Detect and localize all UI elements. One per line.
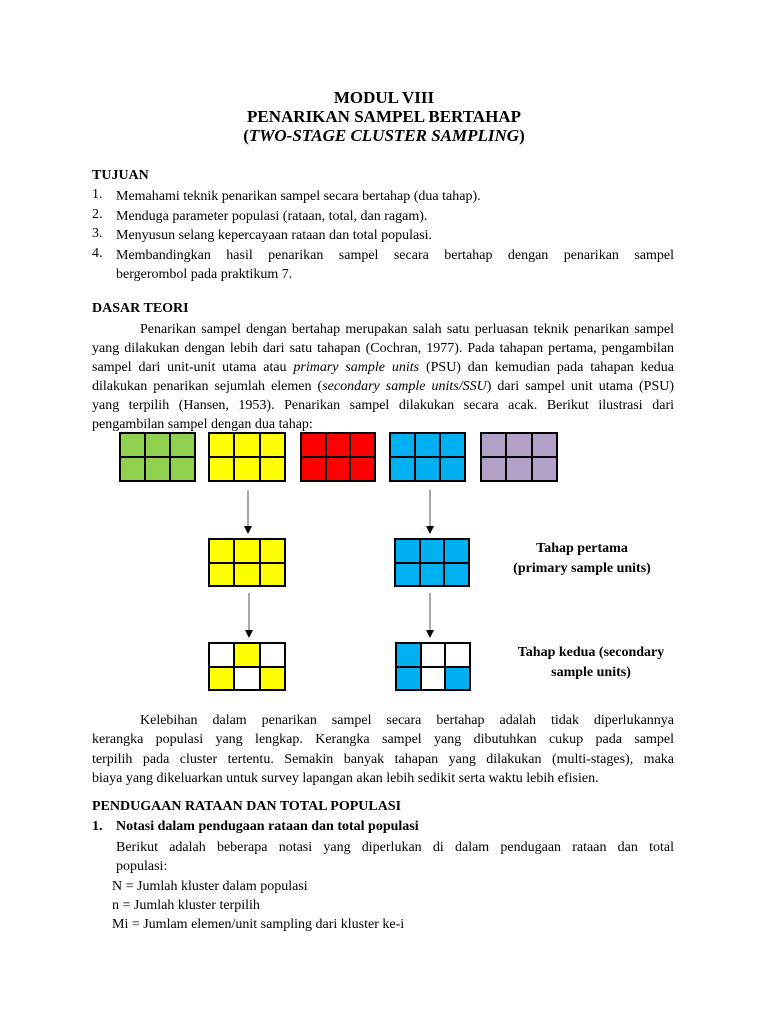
stage2-caption-line1: Tahap kedua (secondary xyxy=(517,645,665,660)
cluster-cell xyxy=(421,643,446,667)
cluster-cell xyxy=(209,563,234,587)
section-heading-tujuan: TUJUAN xyxy=(92,168,149,183)
notation-item: Mi = Jumlam elemen/unit sampling dari kluster ke-i xyxy=(112,917,405,932)
stage2-cluster-yellow xyxy=(208,642,286,691)
cluster-cell xyxy=(444,563,469,587)
cluster-cell xyxy=(209,433,234,457)
stage1-caption-line2: (primary sample units) xyxy=(513,561,651,576)
cluster-yellow xyxy=(208,432,286,482)
module-subtitle: (TWO-STAGE CLUSTER SAMPLING) xyxy=(243,126,525,145)
list-item-number: 4. xyxy=(92,246,103,261)
cluster-cell xyxy=(234,643,259,667)
paragraph-line: yang dilakukan dengan lebih dari satu tahapan (Cochran, 1977). Pada tahapan pertama, pengambilan xyxy=(92,341,674,356)
cluster-green xyxy=(119,432,196,482)
cluster-cell xyxy=(234,457,259,481)
cluster-cell xyxy=(445,667,470,691)
cluster-cell xyxy=(390,457,415,481)
list-item-number: 2. xyxy=(92,207,103,222)
paragraph-line: Berikut adalah beberapa notasi yang diperlukan di dalam pendugaan rataan dan total xyxy=(116,840,674,855)
paragraph-line: terpilih pada cluster tertentu. Semakin banyak tahapan yang dilakukan (multi-stages), maka xyxy=(92,752,674,767)
cluster-cell xyxy=(421,667,446,691)
cluster-cell xyxy=(326,433,351,457)
cluster-cell xyxy=(145,433,170,457)
cluster-cell xyxy=(415,433,440,457)
stage1-caption-line1: Tahap pertama xyxy=(536,541,628,556)
cluster-cell xyxy=(440,433,465,457)
list-item: Menyusun selang kepercayaan rataan dan total populasi. xyxy=(116,228,433,243)
cluster-cell xyxy=(145,457,170,481)
cluster-cell xyxy=(209,539,234,563)
stage1-caption xyxy=(496,539,668,579)
notation-item: n = Jumlah kluster terpilih xyxy=(112,898,260,913)
cluster-cell xyxy=(326,457,351,481)
paragraph-line: sampel dari unit-unit utama atau primary sample units (PSU) dan kemudian pada tahapan kedua xyxy=(92,360,675,375)
list-item: Menduga parameter populasi (rataan, total, dan ragam). xyxy=(116,209,428,224)
cluster-cell xyxy=(170,433,195,457)
cluster-cell xyxy=(445,643,470,667)
paragraph-line: Kelebihan dalam penarikan sampel secara bertahap adalah tidak diperlukannya xyxy=(140,713,674,728)
stage2-cluster-blue xyxy=(395,642,471,691)
cluster-cell xyxy=(532,457,557,481)
cluster-cell xyxy=(260,643,285,667)
cluster-cell xyxy=(170,457,195,481)
cluster-cell xyxy=(301,433,326,457)
paragraph-line: Penarikan sampel dengan bertahap merupakan salah satu perluasan teknik penarikan sampel xyxy=(140,322,674,337)
cluster-cell xyxy=(444,539,469,563)
paragraph-line: biaya yang dikeluarkan untuk survey lapangan akan lebih sedikit serta waktu lebih efisien. xyxy=(92,771,599,786)
cluster-cell xyxy=(390,433,415,457)
paragraph-line: dilakukan penarikan sejumlah elemen (secondary sample units/SSU) dari sampel unit utama (PSU) xyxy=(92,379,675,394)
cluster-cell xyxy=(420,539,445,563)
stage1-cluster-yellow xyxy=(208,538,286,587)
stage2-caption-line2: sample units) xyxy=(551,665,631,680)
cluster-cell xyxy=(120,433,145,457)
paragraph-line: kerangka populasi yang lengkap. Kerangka sampel yang dibutuhkan cukup pada sampel xyxy=(92,732,674,747)
cluster-cell xyxy=(396,667,421,691)
cluster-cell xyxy=(395,539,420,563)
cluster-cell xyxy=(440,457,465,481)
cluster-cell xyxy=(260,433,285,457)
cluster-cell xyxy=(260,457,285,481)
cluster-cell xyxy=(260,539,285,563)
module-number: MODUL VIII xyxy=(333,88,435,107)
cluster-cell xyxy=(420,563,445,587)
cluster-cell xyxy=(234,563,259,587)
cluster-cell xyxy=(415,457,440,481)
cluster-cell xyxy=(234,433,259,457)
paragraph-line: pengambilan sampel dengan dua tahap: xyxy=(92,417,313,432)
cluster-cell xyxy=(301,457,326,481)
cluster-cell xyxy=(350,433,375,457)
cluster-cell xyxy=(209,667,234,691)
cluster-cell xyxy=(396,643,421,667)
cluster-cell xyxy=(350,457,375,481)
list-item-continuation: bergerombol pada praktikum 7. xyxy=(116,267,293,282)
list-item-number: 3. xyxy=(92,226,103,241)
module-title: PENARIKAN SAMPEL BERTAHAP xyxy=(247,107,521,126)
subsection-title: Notasi dalam pendugaan rataan dan total populasi xyxy=(116,819,419,834)
cluster-cell xyxy=(481,457,506,481)
stage1-cluster-blue xyxy=(394,538,470,587)
cluster-cell xyxy=(506,457,531,481)
cluster-cell xyxy=(506,433,531,457)
cluster-cell xyxy=(120,457,145,481)
list-item-number: 1. xyxy=(92,187,103,202)
cluster-cell xyxy=(532,433,557,457)
cluster-cell xyxy=(395,563,420,587)
cluster-cell xyxy=(209,643,234,667)
cluster-red xyxy=(300,432,376,482)
stage2-caption xyxy=(496,643,686,683)
cluster-cell xyxy=(481,433,506,457)
cluster-cell xyxy=(209,457,234,481)
paragraph-line: populasi: xyxy=(116,859,168,874)
paragraph-line: yang terpilih (Hansen, 1953). Penarikan sampel dilakukan secara acak. Berikut ilustrasi dari xyxy=(92,398,674,413)
cluster-purple xyxy=(480,432,558,482)
list-item: Membandingkan hasil penarikan sampel secara bertahap dengan penarikan sampel xyxy=(116,248,674,263)
cluster-cell xyxy=(234,539,259,563)
section-heading-pendugaan: PENDUGAAN RATAAN DAN TOTAL POPULASI xyxy=(92,799,402,814)
cluster-cell xyxy=(260,563,285,587)
cluster-cell xyxy=(234,667,259,691)
section-heading-dasar-teori: DASAR TEORI xyxy=(92,301,189,316)
cluster-blue xyxy=(389,432,466,482)
notation-item: N = Jumlah kluster dalam populasi xyxy=(112,879,308,894)
subsection-number: 1. xyxy=(92,819,103,834)
list-item: Memahami teknik penarikan sampel secara bertahap (dua tahap). xyxy=(116,189,481,204)
cluster-cell xyxy=(260,667,285,691)
